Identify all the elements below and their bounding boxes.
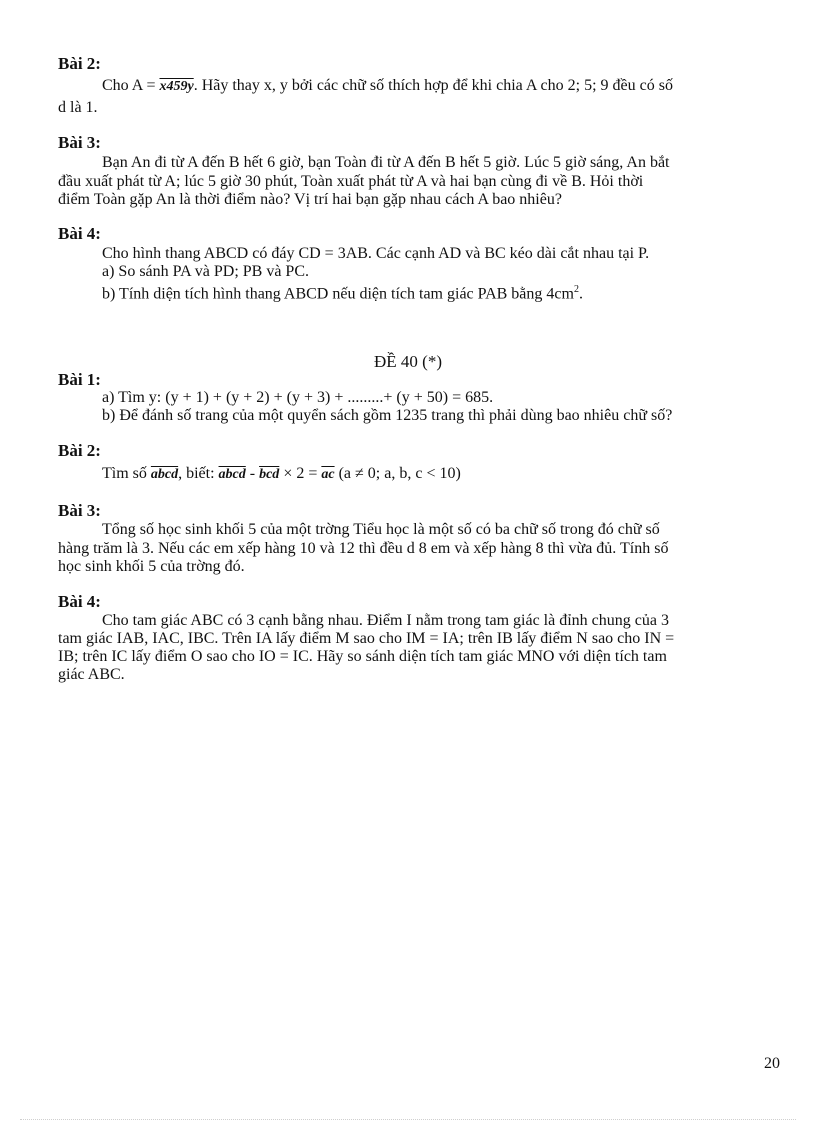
bai-4-b-line-3: IB; trên IC lấy điểm O sao cho IO = IC. Hãy so sánh diện tích tam giác MNO với diện tích tam: [58, 648, 667, 665]
footer-divider: [20, 1119, 796, 1120]
bai-3-line-1: Bạn An đi từ A đến B hết 6 giờ, bạn Toàn đi từ A đến B hết 5 giờ. Lúc 5 giờ sáng, An bắt: [102, 154, 670, 171]
bai-3-b-line-1: Tổng số học sinh khối 5 của một trờng Tiểu học là một số có ba chữ số trong đó chữ số: [102, 521, 660, 538]
bai-2-b-line-1: Tìm số abcd, biết: abcd - $\overline{bcd} \times 2 = \overline{ac}$ (a ≠ 0; a, b, c < 10): [102, 465, 461, 482]
bai-2-line-1: Cho A = x459y. Hãy thay x, y bởi các chữ số thích hợp để khi chia A cho 2; 5; 9 đều có số: [102, 77, 673, 94]
bai-3-line-3: điểm Toàn gặp An là thời điểm nào? Vị trí hai bạn gặp nhau cách A bao nhiêu?: [58, 191, 562, 208]
bai-4-line-1: Cho hình thang ABCD có đáy CD = 3AB. Các cạnh AD và BC kéo dài cắt nhau tại P.: [102, 245, 650, 262]
bai-4-b-line-1: Cho tam giác ABC có 3 cạnh bằng nhau. Điểm I nằm trong tam giác là đỉnh chung của 3: [102, 612, 669, 629]
bai-2-line-2: d là 1.: [58, 99, 98, 116]
bai-3-line-2: đầu xuất phát từ A; lúc 5 giờ 30 phút, Toàn xuất phát từ A và hai bạn cùng đi về B. Hỏi thời: [58, 173, 644, 190]
bai-1-line-1: a) Tìm y: (y + 1) + (y + 2) + (y + 3) + .........+ (y + 50) = 685.: [102, 389, 494, 406]
heading-bai-3: Bài 3:: [58, 133, 101, 152]
bai-1-line-2: b) Để đánh số trang của một quyển sách gồm 1235 trang thì phải dùng bao nhiêu chữ số?: [102, 407, 673, 424]
bai-4-line-3: b) Tính diện tích hình thang ABCD nếu diện tích tam giác PAB bằng $4cm^2$.: [102, 284, 583, 303]
page-number: 20: [764, 1055, 780, 1072]
bai-3-b-line-3: học sinh khối 5 của trờng đó.: [58, 558, 245, 575]
bai-3-b-line-2: hàng trăm là 3. Nếu các em xếp hàng 10 và 12 thì đều d 8 em và xếp hàng 8 thì vừa đủ. Tính số: [58, 540, 669, 557]
heading-bai-4-b: Bài 4:: [58, 592, 101, 611]
heading-bai-2-b: Bài 2:: [58, 441, 101, 460]
bai-4-b-line-4: giác ABC.: [58, 666, 125, 683]
heading-bai-3-b: Bài 3:: [58, 501, 101, 520]
overline-number: x459y: [159, 79, 194, 94]
bai-4-b-line-2: tam giác IAB, IAC, IBC. Trên IA lấy điểm M sao cho IM = IA; trên IB lấy điểm N sao cho IN =: [58, 630, 675, 647]
heading-bai-1: Bài 1:: [58, 370, 101, 389]
exam-title: ĐỀ 40 (*): [374, 352, 442, 371]
heading-bai-2: Bài 2:: [58, 54, 101, 73]
heading-bai-4: Bài 4:: [58, 224, 101, 243]
bai-4-line-2: a) So sánh PA và PD; PB và PC.: [102, 263, 309, 280]
